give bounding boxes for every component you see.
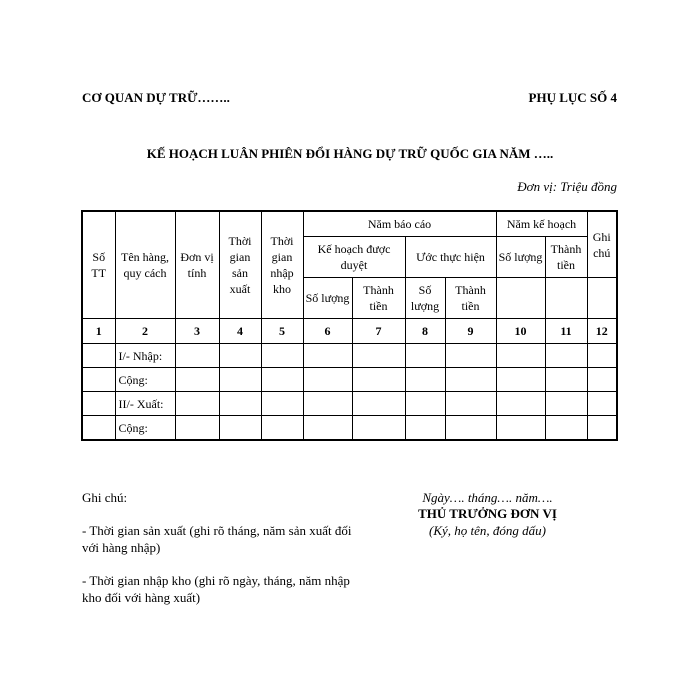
header-item-name: Tên hàng, quy cách <box>115 211 175 319</box>
header-note: Ghi chú <box>587 211 617 278</box>
header-production-time: Thời gian sản xuất <box>219 211 261 319</box>
header-approved-amount: Thành tiền <box>352 278 405 319</box>
table-row <box>82 416 617 441</box>
header-stt: Số TT <box>82 211 115 319</box>
column-number: 8 <box>405 319 445 344</box>
rotation-plan-table <box>81 210 618 441</box>
table-row <box>82 368 617 392</box>
column-number: 9 <box>445 319 496 344</box>
header-plan-quantity: Số lượng <box>496 237 545 278</box>
header-import-time: Thời gian nhập kho <box>261 211 303 319</box>
column-number: 1 <box>82 319 115 344</box>
column-number: 3 <box>175 319 219 344</box>
header-plan-quantity-blank <box>496 278 545 319</box>
column-number: 6 <box>303 319 352 344</box>
header-note-blank <box>587 278 617 319</box>
column-number: 11 <box>545 319 587 344</box>
header-approved-plan: Kế hoạch được duyệt <box>303 237 405 278</box>
note-import-time: - Thời gian nhập kho (ghi rõ ngày, tháng, năm nhập kho đối với hàng xuất) <box>82 573 350 605</box>
header-plan-amount: Thành tiền <box>545 237 587 278</box>
header-approved-quantity: Số lượng <box>303 278 352 319</box>
header-plan-year: Năm kế hoạch <box>496 211 587 237</box>
header-plan-amount-blank <box>545 278 587 319</box>
table-row <box>82 392 617 416</box>
column-number: 2 <box>115 319 175 344</box>
header-estimated: Ước thực hiện <box>405 237 496 278</box>
notes-title: Ghi chú: <box>82 490 128 505</box>
row-label-export-total: Cộng: <box>115 416 175 441</box>
appendix-label: PHỤ LỤC SỐ 4 <box>528 90 617 105</box>
signature-note: (Ký, họ tên, đóng dấu) <box>429 523 546 538</box>
header-report-year: Năm báo cáo <box>303 211 496 237</box>
table-row <box>82 344 617 368</box>
column-number: 7 <box>352 319 405 344</box>
row-label-import-total: Cộng: <box>115 368 175 392</box>
agency-name: CƠ QUAN DỰ TRỮ…….. <box>82 90 230 105</box>
signature-title: THỦ TRƯỞNG ĐƠN VỊ <box>418 506 557 521</box>
currency-unit: Đơn vị: Triệu đồng <box>517 179 617 194</box>
header-unit: Đơn vị tính <box>175 211 219 319</box>
header-estimated-quantity: Số lượng <box>405 278 445 319</box>
document-title: KẾ HOẠCH LUÂN PHIÊN ĐỔI HÀNG DỰ TRỮ QUỐC GIA NĂM ….. <box>146 146 554 161</box>
column-number: 4 <box>219 319 261 344</box>
signature-date: Ngày…. tháng…. năm…. <box>422 490 553 505</box>
note-production-time: - Thời gian sản xuất (ghi rõ tháng, năm sản xuất đối với hàng nhập) <box>82 523 352 555</box>
row-label-import: I/- Nhập: <box>115 344 175 368</box>
column-number: 10 <box>496 319 545 344</box>
header-estimated-amount: Thành tiền <box>445 278 496 319</box>
column-number: 12 <box>587 319 617 344</box>
row-label-export: II/- Xuất: <box>115 392 175 416</box>
column-number-row <box>82 319 617 344</box>
column-number: 5 <box>261 319 303 344</box>
